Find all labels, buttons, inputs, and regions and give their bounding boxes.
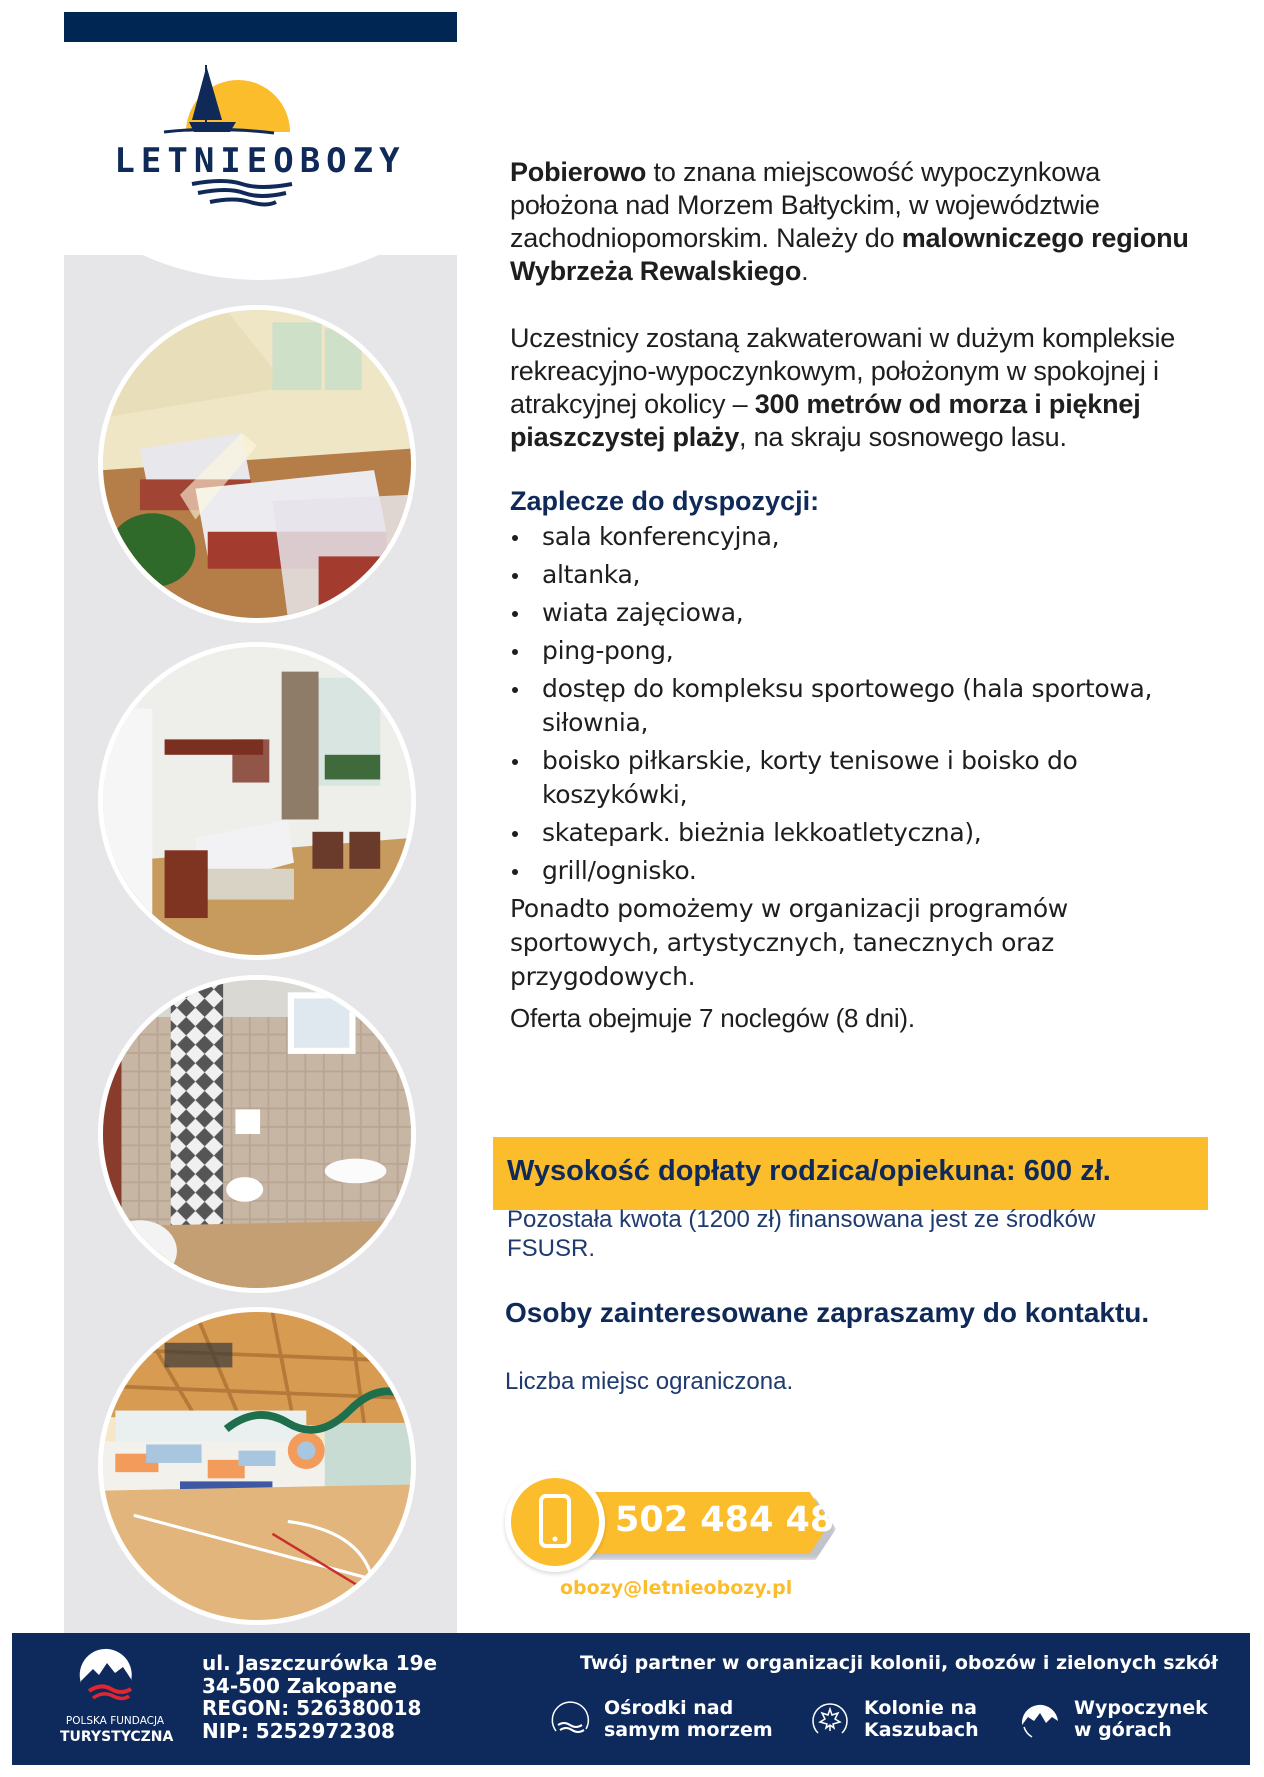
bullet-icon [512,573,518,579]
distance-highlight: 300 metrów od morza i pięknej piaszczystej plaży [510,389,1141,452]
list-item [510,854,1180,888]
list-item [510,558,1180,592]
regon-number: REGON: 526380018 [202,1696,422,1720]
intro-text: to znana miejscowość wypoczynkowa położona nad Morzem Bałtyckim, w województwie zachodniopomorskim. Należy do [510,157,1101,253]
footer-tagline: Twój partner w organizacji kolonii, obozów i zielonych szkół [580,1652,1218,1674]
address-city: 34-500 Zakopane [202,1673,397,1698]
limited-places-text: Liczba miejsc ograniczona. [505,1368,794,1395]
feature-label: w górach [1074,1719,1172,1741]
list-item [510,744,1180,812]
feature-mountain-holidays [1018,1697,1208,1741]
svg-text:LETNIEOBOZY: LETNIEOBOZY [114,141,406,181]
list-item [510,520,1180,554]
bullet-icon [512,869,518,875]
sailboat-sun-icon [64,60,457,220]
phone-icon-circle [505,1472,605,1572]
phone-number[interactable]: 502 484 484 [615,1500,859,1540]
price-banner [493,1137,1208,1210]
photo-sidebar [64,255,457,1635]
intro-paragraph-2 [510,322,1210,454]
list-item-text: sala konferencyjna, [542,522,780,551]
pft-logo [73,1645,137,1709]
list-item [510,634,1180,668]
intro-text-end: . [801,256,809,286]
facilities-list [510,520,1180,888]
list-item-text: grill/ognisko. [542,856,697,885]
list-item [510,672,1180,740]
extra-programs-text: Ponadto pomożemy w organizacji programów sportowych, artystycznych, tanecznych oraz przygodowych. [510,894,1068,991]
parent-fee-text: Wysokość dopłaty rodzica/opiekuna: 600 zł. [507,1155,1111,1187]
single-room-photo [98,642,416,960]
email-link[interactable]: obozy@letnieobozy.pl [560,1577,793,1599]
sports-hall-photo [98,1307,416,1625]
feature-label: samym morzem [604,1719,773,1741]
sea-waves-icon [548,1697,592,1741]
feature-label: Kaszubach [864,1719,979,1741]
letnieobozy-logo [64,60,457,220]
intro-paragraph-1 [510,156,1210,288]
remaining-funding-text: Pozostała kwota (1200 zł) finansowana jest ze środków FSUSR. [507,1206,1096,1262]
bullet-icon [512,611,518,617]
bathroom-photo [98,975,416,1293]
list-item-text: skatepark. bieżnia lekkoatletyczna), [542,818,982,847]
feature-sea-resorts [548,1697,773,1741]
feature-label: Kolonie na [864,1697,977,1719]
list-item-text: wiata zajęciowa, [542,598,744,627]
bullet-icon [512,687,518,693]
accommodation-text-end: , na skraju sosnowego lasu. [739,422,1067,452]
feature-label: Ośrodki nad [604,1697,734,1719]
top-accent-bar [64,12,457,42]
accommodation-text: Uczestnicy zostaną zakwaterowani w dużym kompleksie rekreacyjno-wypoczynkowym, położonym w spokojnej i atrakcyjnej okolicy – [510,323,1176,419]
bullet-icon [512,649,518,655]
list-item-text: boisko piłkarskie, korty tenisowe i boisko do koszykówki, [542,746,1078,809]
mountain-wave-icon [73,1645,137,1709]
org-address [202,1652,437,1742]
list-item [510,816,1180,850]
bullet-icon [512,535,518,541]
region-name: malowniczego regionu Wybrzeża Rewalskiego [510,223,1189,286]
offer-text: Oferta obejmuje 7 noclegów (8 dni). [510,1003,915,1033]
bullet-icon [512,831,518,837]
address-street: ul. Jaszczurówka 19e [202,1651,438,1675]
mountains-icon [1018,1697,1062,1741]
list-item-text: dostęp do kompleksu sportowego (hala sportowa, siłownia, [542,674,1153,737]
list-item-text: ping-pong, [542,636,674,665]
main-content [510,156,1210,1035]
org-name-line1: POLSKA FUNDACJA [65,1715,165,1727]
contact-invite-heading: Osoby zainteresowane zapraszamy do kontaktu. [505,1297,1150,1328]
feature-label: Wypoczynek [1074,1697,1208,1719]
bullet-icon [512,759,518,765]
town-name: Pobierowo [510,157,647,187]
list-item-text: altanka, [542,560,641,589]
facilities-heading: Zaplecze do dyspozycji: [510,486,820,516]
feature-kashubia-camps [808,1697,979,1741]
list-item [510,596,1180,630]
org-name-line2: TURYSTYCZNA [60,1729,174,1745]
smartphone-icon [511,1478,599,1566]
nip-number: NIP: 5252972308 [202,1718,395,1743]
dormitory-room-photo [98,305,416,623]
maple-leaf-icon [808,1697,852,1741]
